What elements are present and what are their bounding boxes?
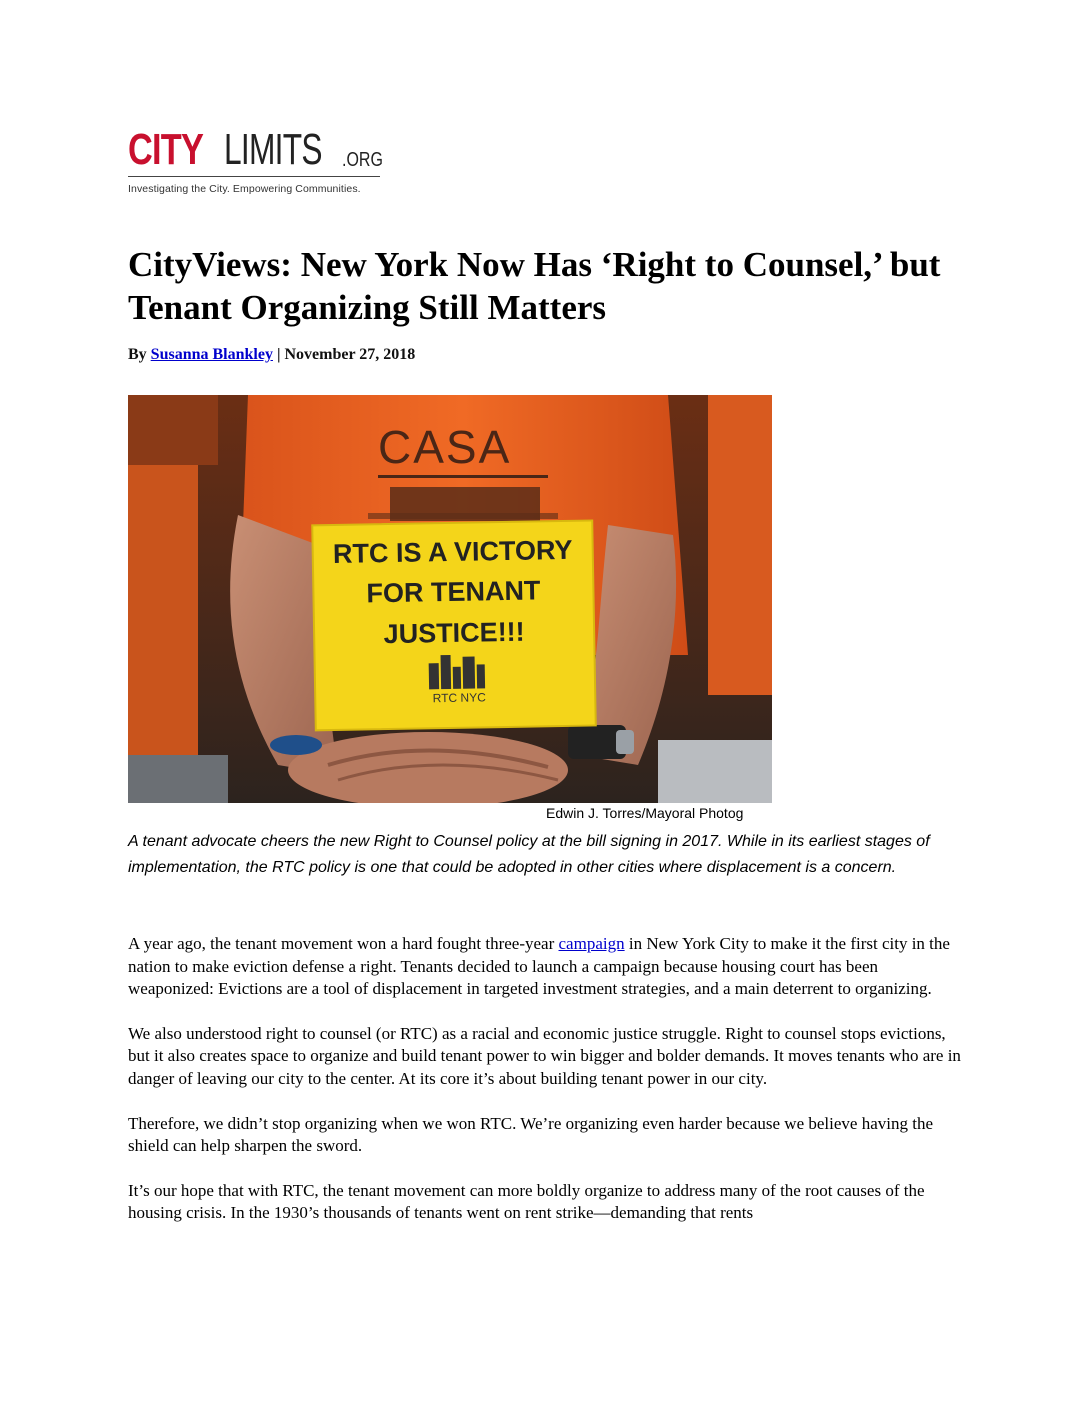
author-link[interactable]: Susanna Blankley bbox=[150, 346, 273, 363]
sign-line-2: FOR TENANT bbox=[366, 575, 541, 609]
article-headline: CityViews: New York Now Has ‘Right to Counsel,’ but Tenant Organizing Still Matters bbox=[128, 245, 941, 327]
logo-underline bbox=[128, 176, 380, 177]
sign-line-1: RTC IS A VICTORY bbox=[332, 534, 573, 569]
article-photo bbox=[128, 395, 772, 803]
photo-illustration bbox=[128, 395, 772, 803]
paragraph-2: We also understood right to counsel (or RTC) as a racial and economic justice struggle. Right to counsel stops evictions, but it also creates space to organize and build tenant power to win bigger and bolder demands. It moves tenants who are in danger of leaving our city to the center. At its core it’s about building tenant power in our city. bbox=[128, 1023, 961, 1088]
site-logo[interactable] bbox=[128, 125, 388, 195]
paragraph-3: Therefore, we didn’t stop organizing when we won RTC. We’re organizing even harder because we believe having the shield can help sharpen the sword. bbox=[128, 1113, 933, 1156]
campaign-link[interactable]: campaign bbox=[558, 934, 625, 953]
sign-logo-text: RTC NYC bbox=[432, 690, 486, 706]
photo-caption: A tenant advocate cheers the new Right to Counsel policy at the bill signing in 2017. While in its earliest stages of implementation, the RTC policy is one that could be adopted in other cities where displacement is a concern. bbox=[128, 833, 930, 876]
paragraph-4: It’s our hope that with RTC, the tenant movement can more boldly organize to address many of the root causes of the housing crisis. In the 1930’s thousands of tenants went on rent strike—demanding that rents bbox=[128, 1180, 925, 1223]
paragraph-1 bbox=[128, 933, 968, 1001]
logo-city-text: CITY bbox=[128, 125, 204, 174]
svg-text:CASA: CASA bbox=[378, 421, 512, 473]
byline-separator: | bbox=[276, 346, 281, 363]
paragraph-1-start: A year ago, the tenant movement won a hard fought three-year bbox=[128, 934, 559, 953]
article-date: November 27, 2018 bbox=[284, 346, 416, 363]
byline-prefix: By bbox=[128, 346, 147, 363]
logo-tagline: Investigating the City. Empowering Communities. bbox=[128, 183, 361, 195]
logo-limits-text: LIMITS bbox=[224, 125, 323, 174]
photo-credit: Edwin J. Torres/Mayoral Photog bbox=[546, 805, 744, 821]
byline bbox=[128, 346, 415, 364]
sign-line-3: JUSTICE!!! bbox=[383, 616, 525, 650]
logo-wordmark bbox=[128, 125, 388, 174]
paragraph-1-end: in New York City to make it the first city in the nation to make eviction defense a right. Tenants decided to launch a campaign because housing court has been weaponized: Evictions are a tool of displacement in targeted investment strategies, and a main deterrent to organizing. bbox=[128, 934, 950, 999]
article-body bbox=[128, 933, 968, 1247]
logo-org-text: .ORG bbox=[342, 149, 384, 171]
